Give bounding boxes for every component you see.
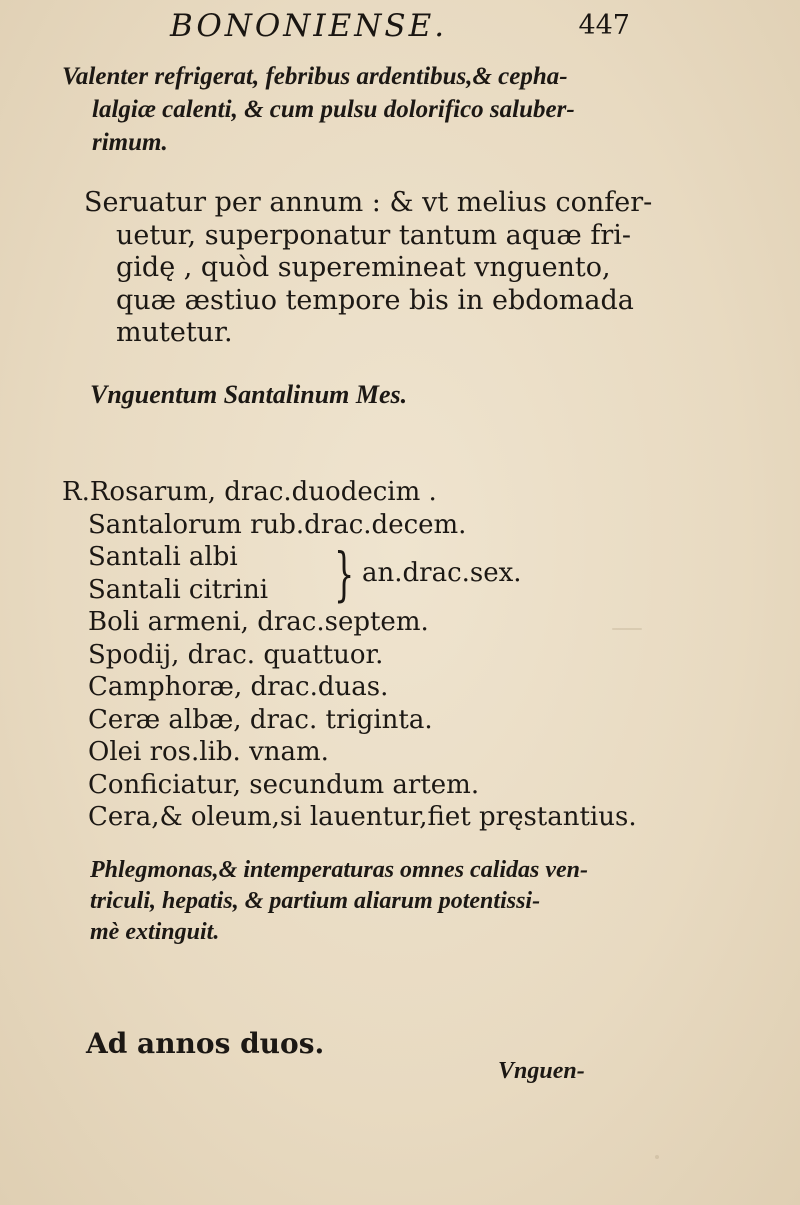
recipe-line: Boli armeni, drac.septem. (88, 607, 429, 637)
recipe-line: Camphoræ, drac.duas. (88, 672, 389, 702)
text-line: mè extinguit. (90, 919, 220, 945)
recipe-line: Ceræ albæ, drac. triginta. (88, 704, 433, 735)
italic-paragraph-1 (62, 60, 575, 159)
recipe-line: Cera,& oleum,si lauentur,fiet pręstantius. (88, 802, 637, 832)
catchword: Vnguen- (498, 1058, 585, 1084)
recipe-line: Conficiatur, secundum artem. (88, 769, 480, 800)
text-line: Seruatur per annum : & vt melius confer- (84, 187, 653, 218)
brace-label: an.drac.sex. (362, 558, 522, 588)
page-header (170, 8, 630, 52)
page-number: 447 (578, 10, 630, 41)
paper-spot (655, 1155, 659, 1159)
recipe-line: Olei ros.lib. vnam. (88, 737, 329, 767)
text-line: triculi, hepatis, & partium aliarum potentissi- (90, 888, 541, 914)
text-line: lalgiæ calenti, & cum pulsu dolorifico saluber- (92, 96, 575, 123)
italic-paragraph-3 (90, 855, 588, 948)
recipe-list (62, 476, 637, 834)
recipe-title: Vnguentum Santalinum Mes. (90, 380, 408, 409)
text-line: rimum. (92, 129, 168, 156)
running-head: BONONIENSE. (170, 8, 448, 44)
recipe-line: Santalorum rub.drac.decem. (88, 509, 467, 540)
text-line: Valenter refrigerat, febribus ardentibus,& cepha- (62, 63, 568, 90)
brace-icon: } (334, 540, 355, 608)
brace-group (62, 541, 637, 606)
recipe-line: Santali albi (88, 542, 238, 572)
paragraph-2 (84, 187, 652, 350)
recipe-line: Santali citrini (88, 574, 269, 605)
recipe-line: Spodij, drac. quattuor. (88, 639, 384, 670)
duration-line: Ad annos duos. (86, 1027, 325, 1060)
text-line: quæ æstiuo tempore bis in ebdomada (116, 284, 634, 316)
text-line: gidę , quòd superemineat vnguento, (116, 252, 611, 283)
text-line: uetur, superponatur tantum aquæ fri- (116, 219, 632, 251)
recipe-line: R.Rosarum, drac.duodecim . (62, 477, 437, 507)
text-line: mutetur. (116, 317, 233, 348)
text-line: Phlegmonas,& intemperaturas omnes calidas ven- (90, 857, 589, 883)
